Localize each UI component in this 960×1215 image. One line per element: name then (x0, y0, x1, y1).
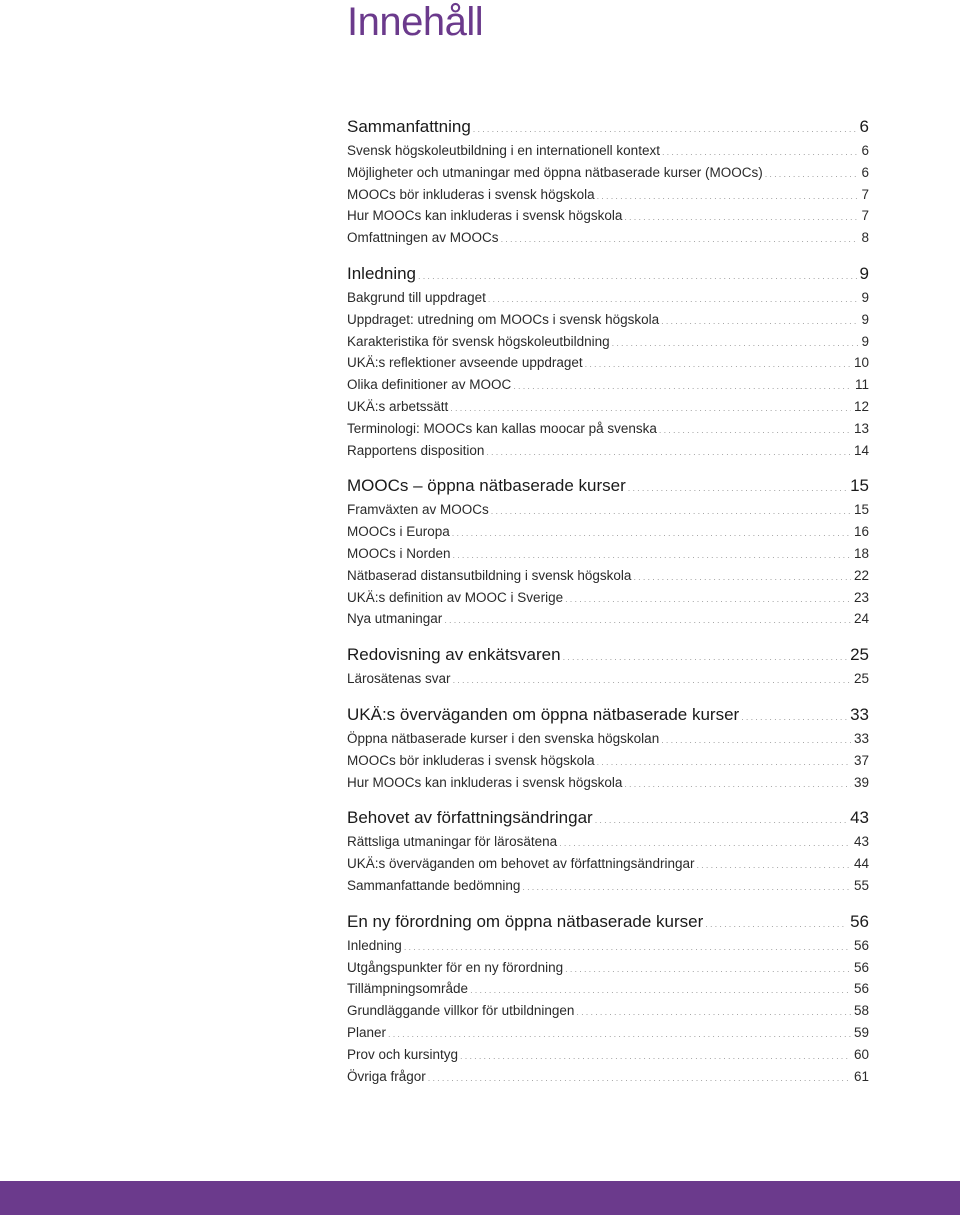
toc-subsection-entry[interactable] (347, 352, 869, 374)
toc-chapter-entry-label: Inledning (347, 263, 417, 283)
page-title: Innehåll (347, 0, 484, 44)
toc-subsection-entry[interactable] (347, 831, 869, 853)
toc-subsection-entry[interactable] (347, 374, 869, 396)
dot-leader (452, 529, 851, 538)
dot-leader (624, 213, 858, 222)
dot-leader (612, 339, 859, 348)
toc-subsection-entry-page-number: 9 (861, 333, 869, 349)
toc-chapter-entry-page-number: 25 (850, 645, 869, 665)
toc-subsection-entry-page-number: 14 (853, 442, 869, 458)
dot-leader (473, 125, 857, 134)
toc-subsection-entry-label: Uppdraget: utredning om MOOCs i svensk högskola (347, 311, 660, 327)
toc-subsection-entry-label: Hur MOOCs kan inkluderas i svensk högskola (347, 774, 623, 790)
toc-subsection-entry-page-number: 58 (853, 1003, 869, 1019)
dot-leader (585, 360, 851, 369)
toc-chapter-entry[interactable] (347, 261, 869, 287)
toc-subsection-entry[interactable] (347, 1022, 869, 1044)
dot-leader (491, 507, 851, 516)
toc-subsection-entry-page-number: 11 (854, 377, 869, 393)
dot-leader (470, 986, 851, 995)
toc-chapter-entry-page-number: 9 (859, 263, 869, 283)
toc-subsection-entry-page-number: 23 (853, 589, 869, 605)
toc-subsection-entry-page-number: 13 (853, 420, 869, 436)
toc-subsection-entry-label: Nätbaserad distansutbildning i svensk högskola (347, 567, 632, 583)
dot-leader (453, 676, 851, 685)
toc-subsection-entry-page-number: 43 (853, 834, 869, 850)
toc-subsection-entry[interactable] (347, 309, 869, 331)
toc-subsection-entry-label: MOOCs i Norden (347, 545, 451, 561)
toc-chapter-entry-label: En ny förordning om öppna nätbaserade kurser (347, 911, 704, 931)
toc-chapter-entry-page-number: 43 (850, 808, 869, 828)
toc-subsection-entry[interactable] (347, 184, 869, 206)
toc-subsection-entry-page-number: 59 (853, 1024, 869, 1040)
toc-subsection-entry-page-number: 33 (853, 730, 869, 746)
toc-subsection-entry[interactable] (347, 957, 869, 979)
toc-subsection-entry-label: Planer (347, 1024, 387, 1040)
toc-subsection-entry[interactable] (347, 978, 869, 1000)
toc-section (347, 642, 869, 690)
toc-section (347, 909, 869, 1088)
toc-subsection-entry-label: MOOCs bör inkluderas i svensk högskola (347, 186, 595, 202)
toc-subsection-entry[interactable] (347, 543, 869, 565)
toc-subsection-entry[interactable] (347, 565, 869, 587)
toc-subsection-entry[interactable] (347, 1044, 869, 1066)
toc-subsection-entry-page-number: 44 (853, 856, 869, 872)
dot-leader (563, 653, 848, 662)
toc-subsection-entry-page-number: 60 (853, 1046, 869, 1062)
toc-subsection-entry-page-number: 56 (853, 959, 869, 975)
toc-subsection-entry[interactable] (347, 287, 869, 309)
dot-leader (488, 295, 859, 304)
toc-subsection-entry-page-number: 18 (853, 545, 869, 561)
toc-section (347, 473, 869, 630)
toc-chapter-entry[interactable] (347, 805, 869, 831)
toc-subsection-entry-page-number: 22 (853, 567, 869, 583)
toc-subsection-entry[interactable] (347, 1000, 869, 1022)
toc-subsection-entry-label: Möjligheter och utmaningar med öppna nätbaserade kurser (MOOCs) (347, 164, 763, 180)
toc-subsection-entry[interactable] (347, 935, 869, 957)
dot-leader (597, 758, 851, 767)
dot-leader (450, 404, 851, 413)
toc-subsection-entry-page-number: 10 (853, 355, 869, 371)
toc-subsection-entry-page-number: 7 (861, 186, 869, 202)
toc-subsection-entry-page-number: 56 (853, 981, 869, 997)
dot-leader (388, 1030, 851, 1039)
toc-chapter-entry[interactable] (347, 909, 869, 935)
toc-subsection-entry[interactable] (347, 227, 869, 249)
toc-subsection-entry-page-number: 37 (853, 752, 869, 768)
dot-leader (696, 861, 851, 870)
toc-subsection-entry-label: Rapportens disposition (347, 442, 485, 458)
dot-leader (633, 573, 851, 582)
toc-subsection-entry[interactable] (347, 162, 869, 184)
dot-leader (624, 780, 851, 789)
toc-subsection-entry[interactable] (347, 440, 869, 462)
dot-leader (428, 1074, 851, 1083)
dot-leader (662, 148, 859, 157)
toc-subsection-entry[interactable] (347, 668, 869, 690)
footer-accent-bar (0, 1181, 960, 1215)
toc-subsection-entry-page-number: 56 (853, 937, 869, 953)
toc-subsection-entry-page-number: 6 (861, 143, 869, 158)
toc-subsection-entry-label: Utgångspunkter för en ny förordning (347, 959, 564, 975)
dot-leader (576, 1008, 851, 1017)
toc-subsection-entry-label: UKÄ:s överväganden om behovet av författningsändringar (347, 856, 695, 872)
dot-leader (453, 551, 851, 560)
toc-subsection-entry[interactable] (347, 608, 869, 630)
toc-subsection-entry[interactable] (347, 396, 869, 418)
toc-subsection-entry-label: MOOCs bör inkluderas i svensk högskola (347, 752, 595, 768)
toc-subsection-entry-page-number: 16 (853, 524, 869, 540)
toc-chapter-entry-label: Redovisning av enkätsvaren (347, 645, 561, 665)
toc-subsection-entry-page-number: 61 (853, 1068, 869, 1084)
dot-leader (513, 382, 852, 391)
toc-subsection-entry[interactable] (347, 1066, 869, 1088)
dot-leader (597, 192, 859, 201)
toc-subsection-entry-page-number: 24 (853, 611, 869, 627)
toc-subsection-entry-label: Terminologi: MOOCs kan kallas moocar på svenska (347, 420, 657, 436)
dot-leader (705, 920, 847, 929)
toc-subsection-entry[interactable] (347, 521, 869, 543)
toc-chapter-entry-page-number: 15 (850, 476, 869, 496)
toc-section (347, 702, 869, 793)
toc-chapter-entry-page-number: 56 (850, 911, 869, 931)
toc-subsection-entry-label: Karakteristika för svensk högskoleutbildning (347, 333, 610, 349)
toc-subsection-entry-label: Inledning (347, 937, 402, 953)
dot-leader (460, 1052, 851, 1061)
toc-subsection-entry-label: UKÄ:s definition av MOOC i Sverige (347, 589, 564, 605)
dot-leader (486, 448, 851, 457)
dot-leader (628, 484, 847, 493)
toc-subsection-entry[interactable] (347, 418, 869, 440)
toc-subsection-entry-label: MOOCs i Europa (347, 524, 450, 540)
toc-subsection-entry-page-number: 7 (861, 208, 869, 224)
toc-subsection-entry[interactable] (347, 772, 869, 794)
toc-chapter-entry[interactable] (347, 114, 869, 140)
toc-subsection-entry-label: Olika definitioner av MOOC (347, 377, 512, 393)
toc-subsection-entry[interactable] (347, 205, 869, 227)
dot-leader (661, 736, 851, 745)
dot-leader (661, 317, 858, 326)
toc-subsection-entry-label: Omfattningen av MOOCs (347, 230, 499, 246)
toc-chapter-entry-page-number: 33 (850, 704, 869, 724)
dot-leader (501, 235, 859, 244)
dot-leader (595, 816, 847, 825)
toc-section (347, 114, 869, 249)
toc-subsection-entry-page-number: 12 (853, 398, 869, 414)
toc-subsection-entry-page-number: 9 (861, 289, 869, 305)
toc-chapter-entry[interactable] (347, 642, 869, 668)
dot-leader (565, 595, 851, 604)
toc-subsection-entry[interactable] (347, 331, 869, 353)
toc-subsection-entry-label: Framväxten av MOOCs (347, 502, 489, 518)
toc-subsection-entry-label: UKÄ:s reflektioner avseende uppdraget (347, 355, 583, 371)
dot-leader (522, 883, 851, 892)
toc-subsection-entry-label: Lärosätenas svar (347, 671, 451, 687)
toc-subsection-entry-label: Bakgrund till uppdraget (347, 289, 486, 305)
toc-chapter-entry-label: UKÄ:s överväganden om öppna nätbaserade kurser (347, 704, 740, 724)
toc-subsection-entry[interactable] (347, 728, 869, 750)
toc-subsection-entry-page-number: 15 (853, 502, 869, 518)
toc-chapter-entry-label: Sammanfattning (347, 117, 471, 136)
toc-subsection-entry[interactable] (347, 587, 869, 609)
toc-subsection-entry-label: Svensk högskoleutbildning i en internationell kontext (347, 143, 660, 158)
toc-subsection-entry-label: Tillämpningsområde (347, 981, 469, 997)
toc-subsection-entry[interactable] (347, 140, 869, 162)
toc-subsection-entry-label: Sammanfattande bedömning (347, 877, 521, 893)
toc-chapter-entry[interactable] (347, 473, 869, 499)
toc-subsection-entry-label: Hur MOOCs kan inkluderas i svensk högskola (347, 208, 623, 224)
toc-subsection-entry-label: Rättsliga utmaningar för lärosätena (347, 834, 558, 850)
toc-subsection-entry-page-number: 9 (861, 311, 869, 327)
toc-subsection-entry-label: Övriga frågor (347, 1068, 426, 1084)
dot-leader (418, 272, 857, 281)
toc-subsection-entry-page-number: 6 (861, 164, 869, 180)
dot-leader (765, 170, 859, 179)
toc-subsection-entry-label: UKÄ:s arbetssätt (347, 398, 449, 414)
toc-subsection-entry[interactable] (347, 853, 869, 875)
dot-leader (559, 839, 851, 848)
toc-subsection-entry-page-number: 25 (853, 671, 869, 687)
toc-chapter-entry-label: MOOCs – öppna nätbaserade kurser (347, 476, 626, 496)
toc-chapter-entry-page-number: 6 (859, 117, 869, 136)
toc-subsection-entry-page-number: 39 (853, 774, 869, 790)
toc-subsection-entry-label: Öppna nätbaserade kurser i den svenska högskolan (347, 730, 660, 746)
toc-subsection-entry-label: Prov och kursintyg (347, 1046, 459, 1062)
toc-subsection-entry-page-number: 8 (861, 230, 869, 246)
toc-chapter-entry-label: Behovet av författningsändringar (347, 808, 593, 828)
dot-leader (444, 616, 851, 625)
toc-subsection-entry[interactable] (347, 875, 869, 897)
dot-leader (404, 943, 851, 952)
dot-leader (741, 713, 847, 722)
toc-chapter-entry[interactable] (347, 702, 869, 728)
table-of-contents (347, 114, 869, 1099)
toc-subsection-entry-page-number: 55 (853, 877, 869, 893)
dot-leader (659, 426, 851, 435)
toc-subsection-entry[interactable] (347, 750, 869, 772)
toc-subsection-entry[interactable] (347, 499, 869, 521)
toc-section (347, 805, 869, 896)
toc-subsection-entry-label: Nya utmaningar (347, 611, 443, 627)
dot-leader (565, 965, 851, 974)
toc-subsection-entry-label: Grundläggande villkor för utbildningen (347, 1003, 575, 1019)
toc-section (347, 261, 869, 461)
